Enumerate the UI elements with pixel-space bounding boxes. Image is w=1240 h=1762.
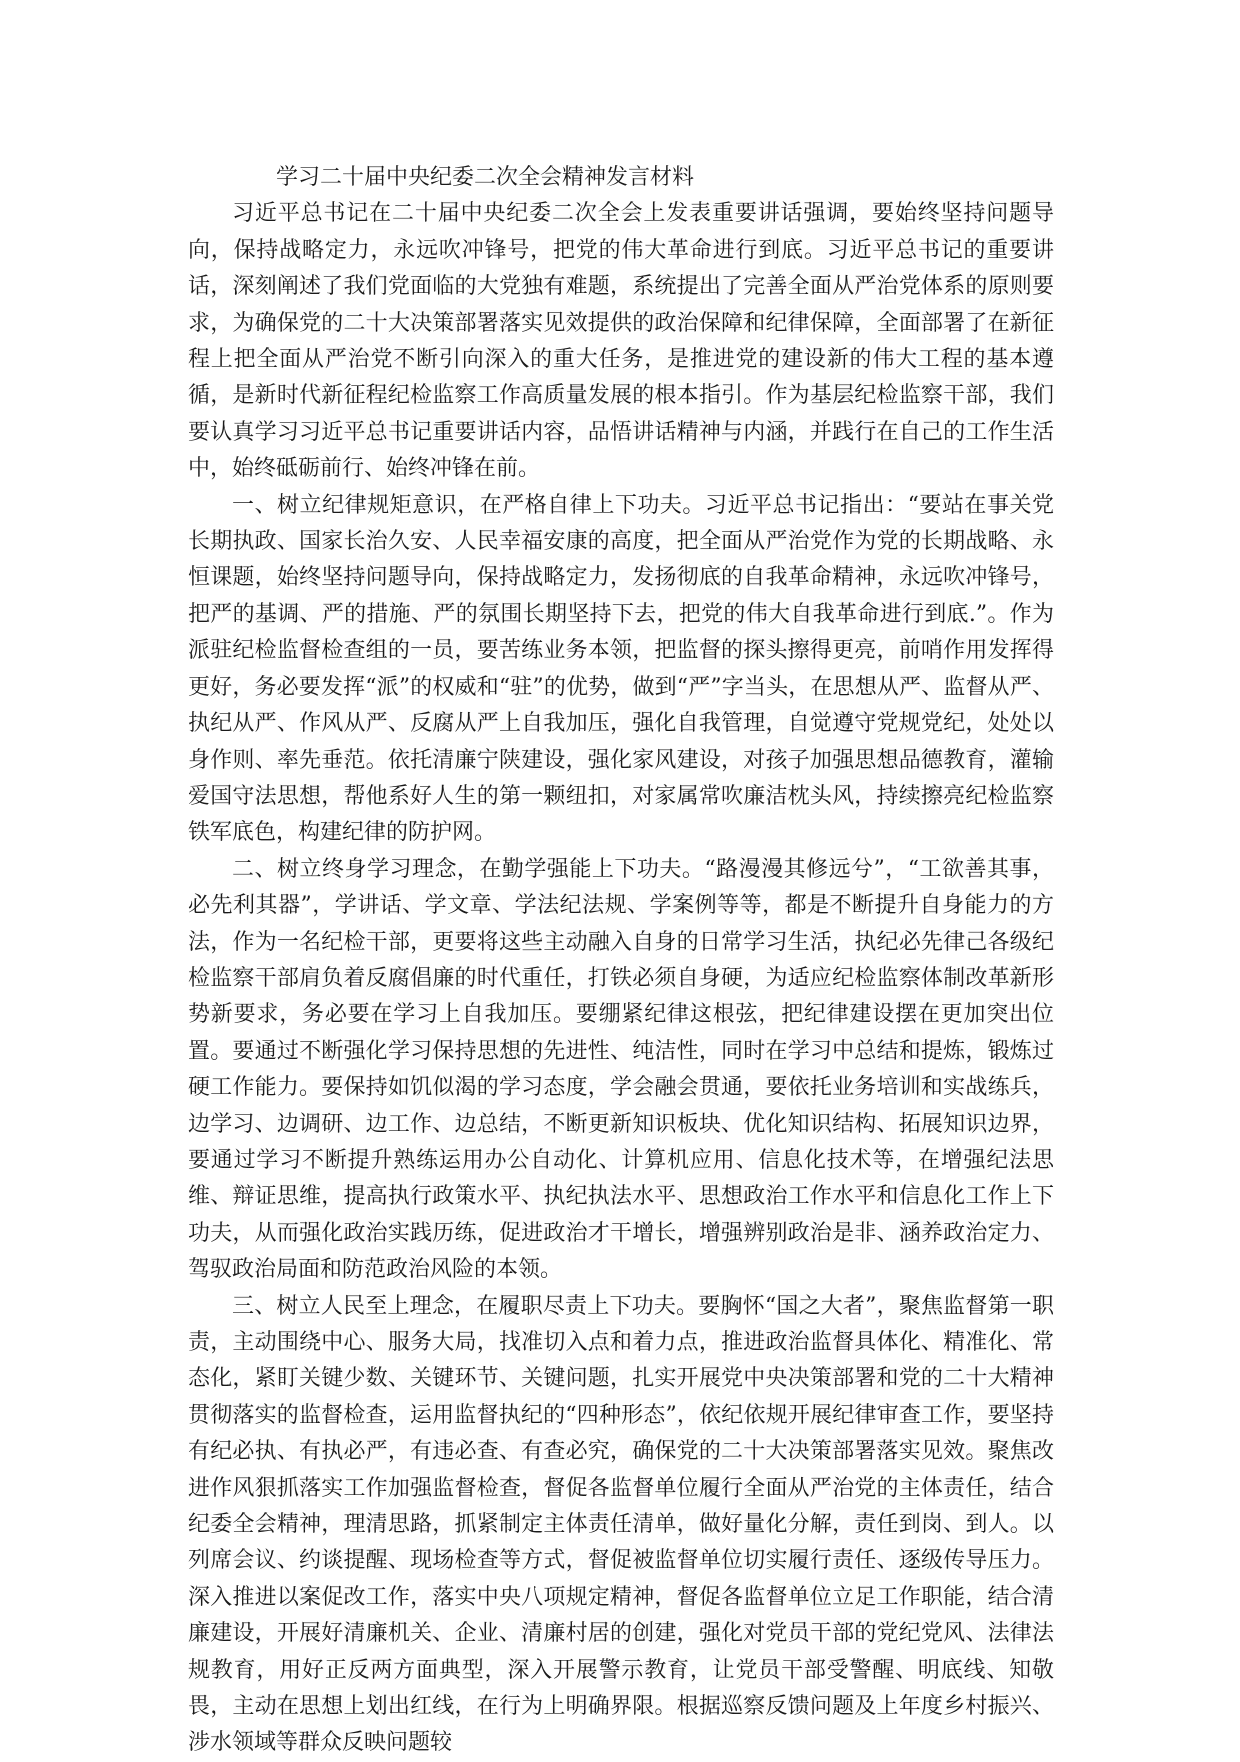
document-title: 学习二十届中央纪委二次全会精神发言材料 (276, 165, 695, 190)
paragraph-section-1: 一、树立纪律规矩意识，在严格自律上下功夫。习近平总书记指出：“要站在事关党长期执政、国家长治久安、人民幸福安康的高度，把全面从严治党作为党的长期战略、永恒课题，始终坚持问题导向，保持战略定力，发扬彻底的自我革命精神，永远吹冲锋号，把严的基调、严的措施、严的氛围长期坚持下去，把党的伟大自我革命进行到底.”。作为派驻纪检监督检查组的一员，要苦练业务本领，把监督的探头擦得更亮，前哨作用发挥得更好，务必要发挥“派”的权威和“驻”的优势，做到“严”字当头，在思想从严、监督从严、执纪从严、作风从严、反腐从严上自我加压，强化自我管理，自觉遵守党规党纪，处处以身作则、率先垂范。依托清廉宁陕建设，强化家风建设，对孩子加强思想品德教育，灌输爱国守法思想，帮他系好人生的第一颗纽扣，对家属常吹廉洁枕头风，持续擦亮纪检监察铁军底色，构建纪律的防护网。 (188, 492, 1054, 846)
paragraph-intro: 习近平总书记在二十届中央纪委二次全会上发表重要讲话强调，要始终坚持问题导向，保持战略定力，永远吹冲锋号，把党的伟大革命进行到底。习近平总书记的重要讲话，深刻阐述了我们党面临的大党独有难题，系统提出了完善全面从严治党体系的原则要求，为确保党的二十大决策部署落实见效提供的政治保障和纪律保障，全面部署了在新征程上把全面从严治党不断引向深入的重大任务，是推进党的建设新的伟大工程的基本遵循，是新时代新征程纪检监察工作高质量发展的根本指引。作为基层纪检监察干部，我们要认真学习习近平总书记重要讲话内容，品悟讲话精神与内涵，并践行在自己的工作生活中，始终砥砺前行、始终冲锋在前。 (188, 201, 1054, 482)
document-body (188, 160, 1054, 1762)
paragraph-section-3: 三、树立人民至上理念，在履职尽责上下功夫。要胸怀“国之大者”，聚焦监督第一职责，主动围绕中心、服务大局，找准切入点和着力点，推进政治监督具体化、精准化、常态化，紧盯关键少数、关键环节、关键问题，扎实开展党中央决策部署和党的二十大精神贯彻落实的监督检查，运用监督执纪的“四种形态”，依纪依规开展纪律审查工作，要坚持有纪必执、有执必严，有违必查、有查必究，确保党的二十大决策部署落实见效。聚焦改进作风狠抓落实工作加强监督检查，督促各监督单位履行全面从严治党的主体责任，结合纪委全会精神，理清思路，抓紧制定主体责任清单，做好量化分解，责任到岗、到人。以列席会议、约谈提醒、现场检查等方式，督促被监督单位切实履行责任、逐级传导压力。深入推进以案促改工作，落实中央八项规定精神，督促各监督单位立足工作职能，结合清廉建设，开展好清廉机关、企业、清廉村居的创建，强化对党员干部的党纪党风、法律法规教育，用好正反两方面典型，深入开展警示教育，让党员干部受警醒、明底线、知敬畏，主动在思想上划出红线，在行为上明确界限。根据巡察反馈问题及上年度乡村振兴、涉水领域等群众反映问题较 (188, 1293, 1054, 1756)
paragraph-section-2: 二、树立终身学习理念，在勤学强能上下功夫。“路漫漫其修远兮”，“工欲善其事，必先利其器”，学讲话、学文章、学法纪法规、学案例等等，都是不断提升自身能力的方法，作为一名纪检干部，更要将这些主动融入自身的日常学习生活，执纪必先律己各级纪检监察干部肩负着反腐倡廉的时代重任，打铁必须自身硬，为适应纪检监察体制改革新形势新要求，务必要在学习上自我加压。要绷紧纪律这根弦，把纪律建设摆在更加突出位置。要通过不断强化学习保持思想的先进性、纯洁性，同时在学习中总结和提炼，锻炼过硬工作能力。要保持如饥似渴的学习态度，学会融会贯通，要依托业务培训和实战练兵，边学习、边调研、边工作、边总结，不断更新知识板块、优化知识结构、拓展知识边界，要通过学习不断提升熟练运用办公自动化、计算机应用、信息化技术等，在增强纪法思维、辩证思维，提高执行政策水平、执纪执法水平、思想政治工作水平和信息化工作上下功夫，从而强化政治实践历练，促进政治才干增长，增强辨别政治是非、涵养政治定力、驾驭政治局面和防范政治风险的本领。 (188, 856, 1054, 1283)
